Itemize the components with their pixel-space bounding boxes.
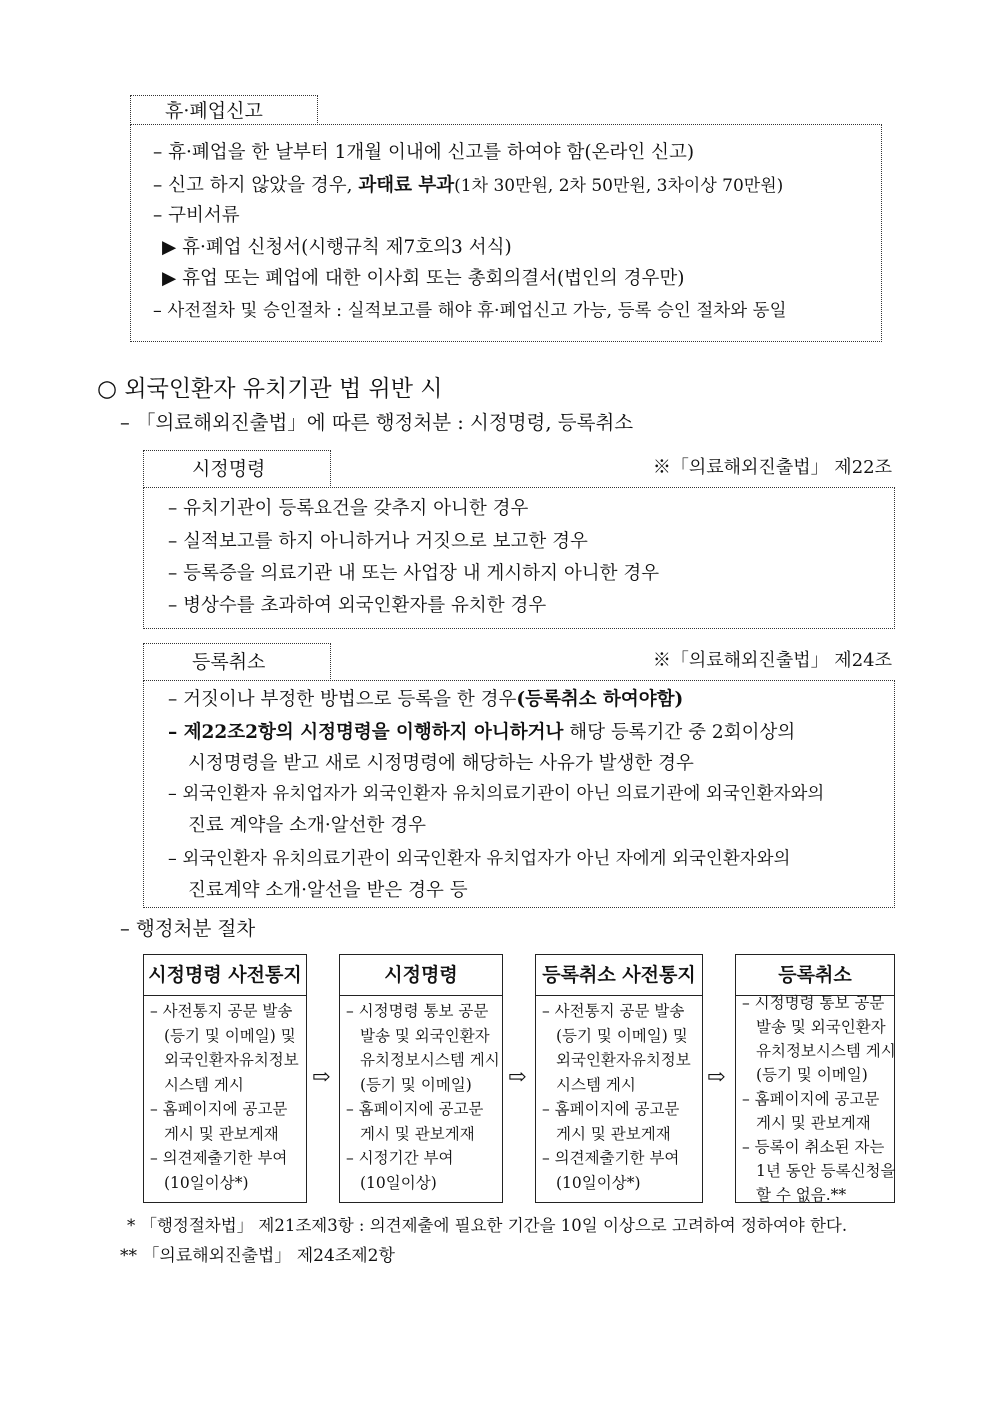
procedure-step-2-title: 시정명령 [340,955,502,996]
arrow-right-icon: ⇨ [508,1065,527,1090]
procedure-step-4 [735,954,895,1203]
violation-subheading: – 「의료해외진출법」에 따른 행정처분 : 시정명령, 등록취소 [120,411,634,434]
cancel-item-4: – 외국인환자 유치의료기관이 외국인환자 유치업자가 아닌 자에게 외국인환자와의 [168,849,791,869]
order-tab [143,450,331,488]
procedure-step-4-body: – 시정명령 통보 공문 발송 및 외국인환자 유치정보시스템 게시 (등기 및 이메일) – 홈페이지에 공고문 게시 및 관보게재 – 등록이 취소된 자는 1년 동안 등록신청을 할 수 없음.** [742,994,896,1204]
order-tab-label: 시정명령 [192,458,266,480]
cancel-item-2-cont: 시정명령을 받고 새로 시정명령에 해당하는 사유가 발생한 경우 [188,753,694,774]
cancel-item-3-cont: 진료 계약을 소개·알선한 경우 [188,815,426,836]
cancel-item-3: – 외국인환자 유치업자가 외국인환자 유치의료기관이 아닌 의료기관에 외국인환자와의 [168,784,825,804]
procedure-step-2 [339,954,503,1203]
procedure-step-1 [143,954,307,1203]
procedure-step-3-body: – 사전통지 공문 발송 (등기 및 이메일) 및 외국인환자유치정보 시스템 게시 – 홈페이지에 공고문 게시 및 관보게재 – 의견제출기한 부여 (10일이상*) [542,1002,691,1192]
arrow-right-icon: ⇨ [312,1065,331,1090]
arrow-right-icon: ⇨ [707,1065,726,1090]
procedure-step-3-title: 등록취소 사전통지 [536,955,702,996]
order-item-2: – 실적보고를 하지 아니하거나 거짓으로 보고한 경우 [168,531,588,552]
closure-item-procedure: – 사전절차 및 승인절차 : 실적보고를 해야 휴·폐업신고 가능, 등록 승인 절차와 동일 [153,301,787,321]
closure-tab-label: 휴·폐업신고 [165,100,263,122]
order-reference: ※「의료해외진출법」 제22조 [652,457,892,478]
footnote-2: ** 「의료해외진출법」 제24조제2항 [120,1246,395,1266]
cancel-item-1: – 거짓이나 부정한 방법으로 등록을 한 경우(등록취소 하여야함) [168,689,684,710]
order-item-1: – 유치기관이 등록요건을 갖추지 아니한 경우 [168,498,529,519]
cancel-reference: ※「의료해외진출법」 제24조 [652,650,892,671]
order-item-3: – 등록증을 의료기관 내 또는 사업장 내 게시하지 아니한 경우 [168,563,660,584]
violation-heading: ○ 외국인환자 유치기관 법 위반 시 [97,376,443,402]
procedure-step-1-body: – 사전통지 공문 발송 (등기 및 이메일) 및 외국인환자유치정보 시스템 게시 – 홈페이지에 공고문 게시 및 관보게재 – 의견제출기한 부여 (10일이상*) [150,1002,299,1192]
closure-doc-1: ▶ 휴·폐업 신청서(시행규칙 제7호의3 서식) [162,237,512,258]
procedure-title: – 행정처분 절차 [120,917,256,940]
order-item-4: – 병상수를 초과하여 외국인환자를 유치한 경우 [168,595,547,616]
procedure-step-3 [535,954,703,1203]
cancel-item-2: – 제22조2항의 시정명령을 이행하지 아니하거나 해당 등록기간 중 2회이상의 [168,722,796,743]
closure-tab [130,95,318,125]
cancel-tab [143,643,331,681]
procedure-step-1-title: 시정명령 사전통지 [144,955,306,996]
cancel-item-4-cont: 진료계약 소개·알선을 받은 경우 등 [188,880,468,901]
closure-item-docs: – 구비서류 [153,205,240,226]
procedure-step-2-body: – 시정명령 통보 공문 발송 및 외국인환자 유치정보시스템 게시 (등기 및 이메일) – 홈페이지에 공고문 게시 및 관보게재 – 시정기간 부여 (10일이상) [346,1002,500,1192]
cancel-tab-label: 등록취소 [192,651,266,673]
closure-item-penalty: – 신고 하지 않았을 경우, 과태료 부과(1차 30만원, 2차 50만원, 3차이상 70만원) [153,175,784,196]
footnote-1: * 「행정절차법」 제21조제3항 : 의견제출에 필요한 기간을 10일 이상으로 고려하여 정하여야 한다. [127,1216,848,1235]
closure-doc-2: ▶ 휴업 또는 폐업에 대한 이사회 또는 총회의결서(법인의 경우만) [162,268,685,289]
procedure-step-4-title: 등록취소 [736,955,894,996]
closure-item-1: – 휴·폐업을 한 날부터 1개월 이내에 신고를 하여야 함(온라인 신고) [153,142,695,163]
